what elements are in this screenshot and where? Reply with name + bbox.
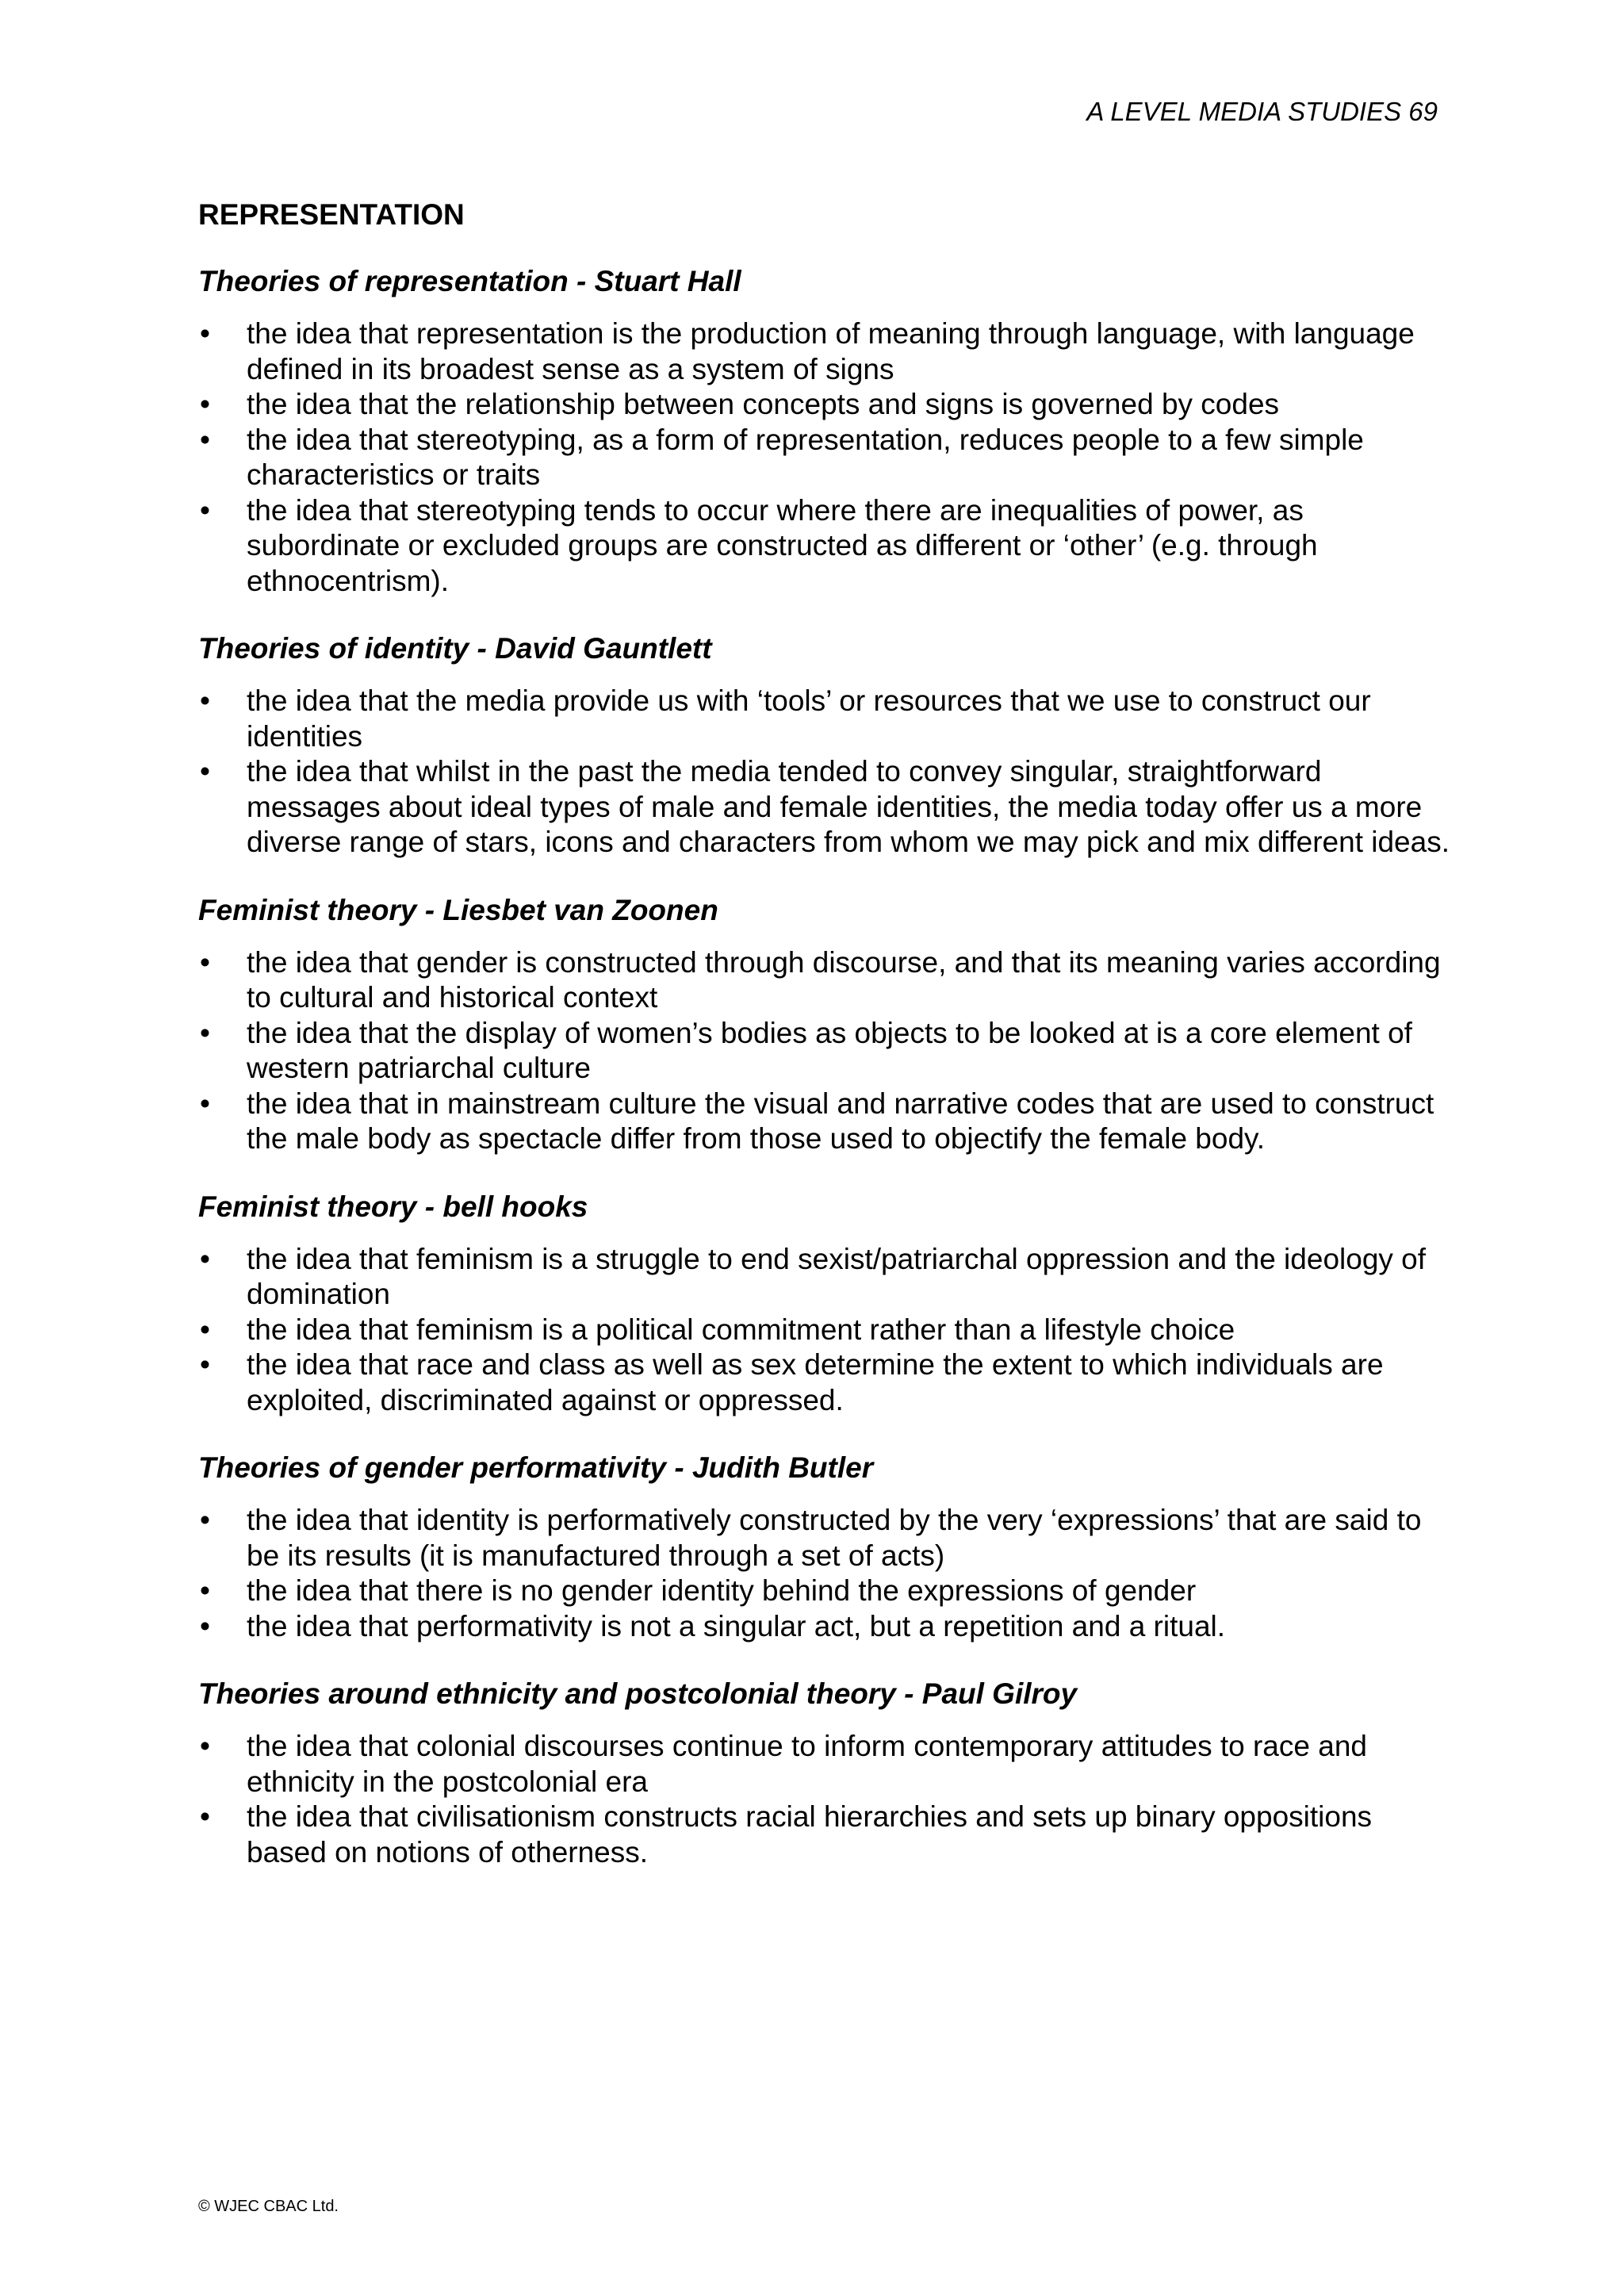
bullet-item: • the idea that the display of women’s bodies as objects to be looked at is a core element of western patriarchal culture bbox=[198, 1016, 1451, 1087]
section-liesbet-van-zoonen bbox=[198, 893, 1451, 1157]
bullet-item: • the idea that representation is the production of meaning through language, with language defined in its broadest sense as a system of signs bbox=[198, 316, 1451, 387]
section-title: Theories of identity - David Gauntlett bbox=[198, 632, 712, 665]
bullet-item: • the idea that the media provide us with ‘tools’ or resources that we use to construct our identities bbox=[198, 684, 1451, 754]
bullet-item: • the idea that performativity is not a singular act, but a repetition and a ritual. bbox=[198, 1609, 1451, 1645]
bullet-item: • the idea that stereotyping tends to occur where there are inequalities of power, as subordinate or excluded groups are constructed as different or ‘other’ (e.g. through ethnocentrism). bbox=[198, 493, 1451, 600]
page-title: REPRESENTATION bbox=[198, 198, 465, 231]
section-bell-hooks bbox=[198, 1190, 1451, 1419]
bullet-item: • the idea that feminism is a political commitment rather than a lifestyle choice bbox=[198, 1313, 1451, 1348]
bullet-list bbox=[198, 1503, 1451, 1644]
running-header: A LEVEL MEDIA STUDIES 69 bbox=[1086, 97, 1438, 126]
section-title: Theories of representation - Stuart Hall bbox=[198, 265, 741, 297]
bullet-item: • the idea that there is no gender identity behind the expressions of gender bbox=[198, 1573, 1451, 1609]
bullet-item: • the idea that identity is performatively constructed by the very ‘expressions’ that are said to be its results (it is manufactured through a set of acts) bbox=[198, 1503, 1451, 1573]
section-stuart-hall bbox=[198, 264, 1451, 599]
section-title: Theories around ethnicity and postcolonial theory - Paul Gilroy bbox=[198, 1677, 1078, 1710]
bullet-list bbox=[198, 1242, 1451, 1419]
bullet-item: • the idea that colonial discourses continue to inform contemporary attitudes to race and ethnicity in the postcolonial era bbox=[198, 1729, 1451, 1800]
bullet-item: • the idea that gender is constructed through discourse, and that its meaning varies according to cultural and historical context bbox=[198, 945, 1451, 1016]
bullet-item: • the idea that in mainstream culture the visual and narrative codes that are used to construct the male body as spectacle differ from those used to objectify the female body. bbox=[198, 1087, 1451, 1157]
copyright-footer: © WJEC CBAC Ltd. bbox=[198, 2198, 339, 2215]
page-content bbox=[198, 197, 1451, 1903]
bullet-list bbox=[198, 1729, 1451, 1870]
bullet-item: • the idea that race and class as well as sex determine the extent to which individuals are exploited, discriminated against or oppressed. bbox=[198, 1347, 1451, 1418]
bullet-item: • the idea that civilisationism constructs racial hierarchies and sets up binary oppositions based on notions of otherness. bbox=[198, 1800, 1451, 1870]
bullet-item: • the idea that feminism is a struggle to end sexist/patriarchal oppression and the ideology of domination bbox=[198, 1242, 1451, 1313]
section-title: Feminist theory - Liesbet van Zoonen bbox=[198, 893, 718, 926]
bullet-item: • the idea that the relationship between concepts and signs is governed by codes bbox=[198, 387, 1451, 423]
section-judith-butler bbox=[198, 1451, 1451, 1644]
bullet-item: • the idea that whilst in the past the media tended to convey singular, straightforward messages about ideal types of male and female identities, the media today offer us a more diverse range of stars, icons and characters from whom we may pick and mix different ideas. bbox=[198, 754, 1451, 861]
bullet-list bbox=[198, 316, 1451, 599]
bullet-item: • the idea that stereotyping, as a form of representation, reduces people to a few simple characteristics or traits bbox=[198, 423, 1451, 493]
section-title: Feminist theory - bell hooks bbox=[198, 1190, 588, 1223]
section-david-gauntlett bbox=[198, 631, 1451, 861]
section-title: Theories of gender performativity - Judith Butler bbox=[198, 1451, 874, 1484]
section-paul-gilroy bbox=[198, 1677, 1451, 1870]
bullet-list bbox=[198, 684, 1451, 861]
bullet-list bbox=[198, 945, 1451, 1157]
